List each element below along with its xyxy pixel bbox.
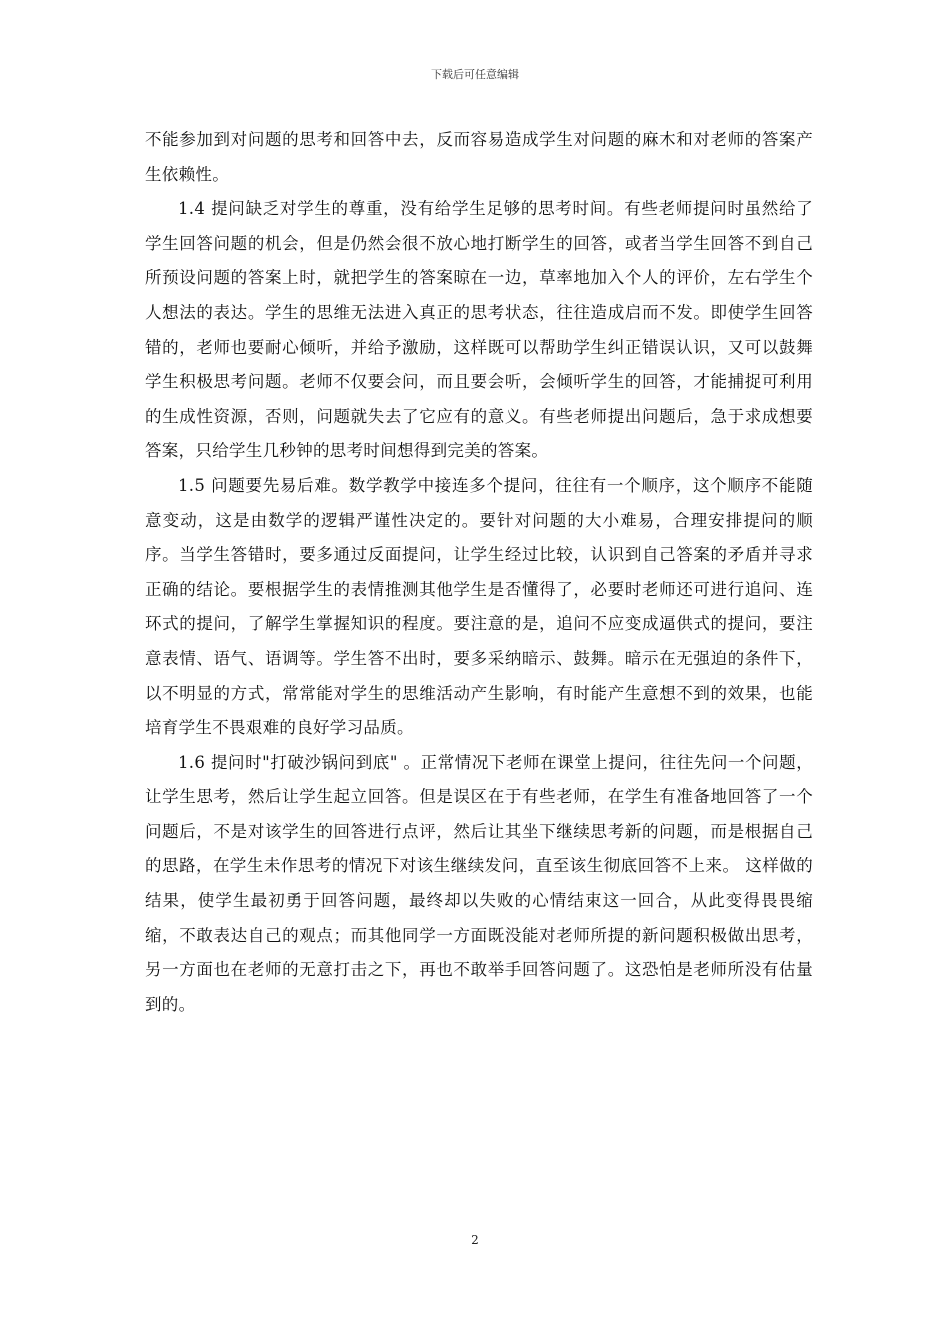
paragraph-1-5: 1.5 问题要先易后难。数学教学中接连多个提问，往往有一个顺序，这个顺序不能随意变动，这是由数学的逻辑严谨性决定的。要针对问题的大小难易，合理安排提问的顺序。当学生答错时，要多通过反面提问，让学生经过比较，认识到自己答案的矛盾并寻求正确的结论。要根据学生的表情推测其他学生是否懂得了，必要时老师还可进行追问、连环式的提问，了解学生掌握知识的程度。要注意的是，追问不应变成逼供式的提问，要注意表情、语气、语调等。学生答不出时，要多采纳暗示、鼓舞。暗示在无强迫的条件下，以不明显的方式，常常能对学生的思维活动产生影响，有时能产生意想不到的效果，也能培育学生不畏艰难的良好学习品质。 — [145, 475, 813, 738]
paragraph-1-4: 1.4 提问缺乏对学生的尊重，没有给学生足够的思考时间。有些老师提问时虽然给了学生回答问题的机会，但是仍然会很不放心地打断学生的回答，或者当学生回答不到自己所预设问题的答案上时，就把学生的答案晾在一边，草率地加入个人的评价，左右学生个人想法的表达。学生的思维无法进入真正的思考状态，往往造成启而不发。即使学生回答错的，老师也要耐心倾听，并给予激励，这样既可以帮助学生纠正错误认识，又可以鼓舞学生积极思考问题。老师不仅要会问，而且要会听，会倾听学生的回答，才能捕捉可利用的生成性资源，否则，问题就失去了它应有的意义。有些老师提出问题后，急于求成想要答案，只给学生几秒钟的思考时间想得到完美的答案。 — [145, 199, 813, 461]
page-header: 下载后可任意编辑 — [431, 68, 519, 81]
page-number: 2 — [471, 1233, 479, 1247]
paragraph-1-6: 1.6 提问时"打破沙锅问到底" 。正常情况下老师在课堂上提问，往往先问一个问题，让学生思考，然后让学生起立回答。但是误区在于有些老师，在学生有准备地回答了一个问题后，不是对该学生的回答进行点评，然后让其坐下继续思考新的问题，而是根据自己的思路，在学生未作思考的情况下对该生继续发问，直至该生彻底回答不上来。 这样做的结果，使学生最初勇于回答问题，最终却以失败的心情结束这一回合，从此变得畏畏缩缩，不敢表达自己的观点；而其他同学一方面既没能对老师所提的新问题积极做出思考，另一方面也在老师的无意打击之下，再也不敢举手回答问题了。这恐怕是老师所没有估量到的。 — [145, 752, 813, 1014]
document-body — [145, 123, 813, 1022]
paragraph-continuation: 不能参加到对问题的思考和回答中去，反而容易造成学生对问题的麻木和对老师的答案产生依赖性。 — [145, 130, 813, 184]
